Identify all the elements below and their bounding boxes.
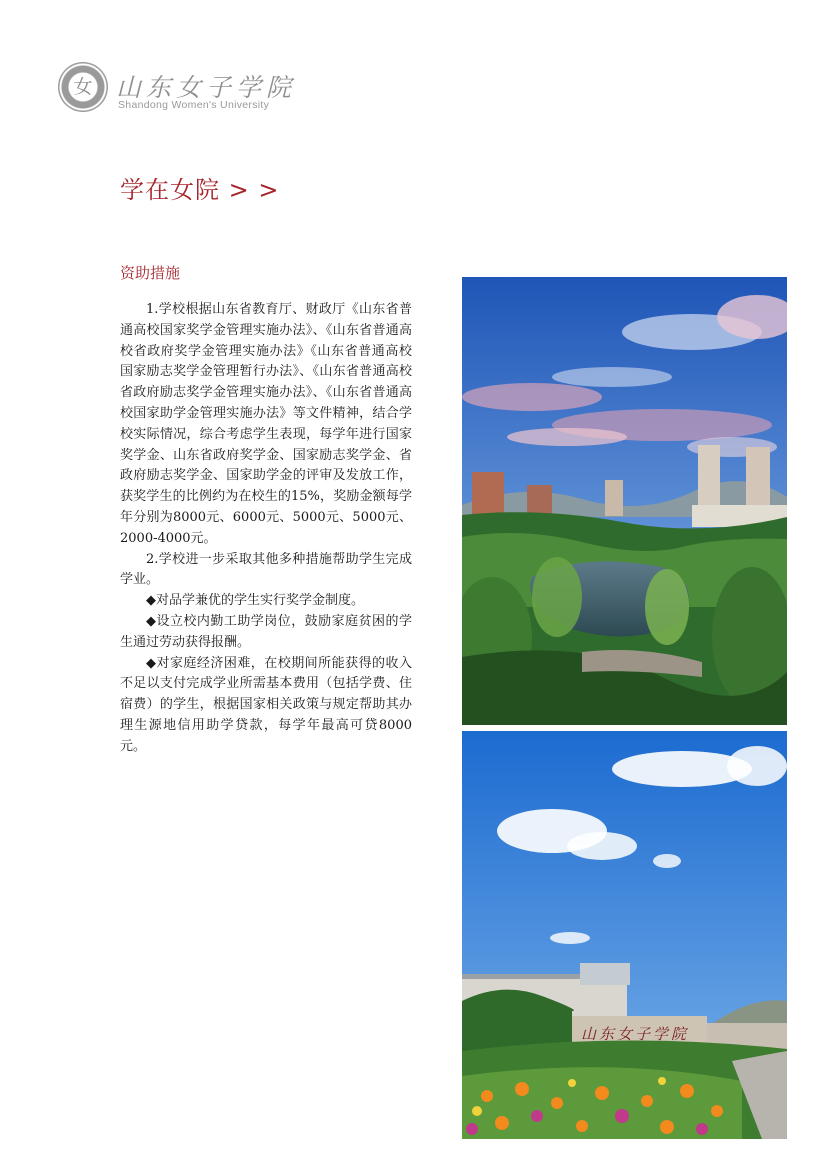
paragraph: 2.学校进一步采取其他多种措施帮助学生完成学业。: [120, 551, 412, 588]
paragraph: ◆对家庭经济困难，在校期间所能获得的收入不足以支付完成学业所需基本费用（包括学费、住宿费）的学生，根据国家相关政策与规定帮助其办理生源地信用助学贷款，每学年最高可贷8000元。: [120, 655, 412, 754]
university-logo: [58, 62, 298, 118]
section-subtitle: 资助措施: [120, 264, 181, 282]
logo-name-cn: 山东女子学院: [116, 73, 297, 102]
campus-lake-photo: [462, 277, 787, 725]
paragraph: ◆设立校内勤工助学岗位，鼓励家庭贫困的学生通过劳动获得报酬。: [120, 613, 412, 650]
seal-glyph: 女: [73, 76, 93, 98]
campus-gate-photo: [462, 731, 787, 1139]
logo-name-en: Shandong Women's University: [118, 99, 270, 111]
gate-sign-text: 山东女子学院: [580, 1025, 689, 1043]
body-text: [120, 300, 412, 758]
page-title: 学在女院 > >: [120, 176, 280, 204]
university-seal-icon: [58, 62, 108, 112]
paragraph: 1.学校根据山东省教育厅、财政厅《山东省普通高校国家奖学金管理实施办法》、《山东省普通高校省政府奖学金管理实施办法》《山东省普通高校国家励志奖学金管理暂行办法》、《山东省普通高校省政府励志奖学金管理实施办法》、《山东省普通高校国家助学金管理实施办法》等文件精神，结合学校实际情况，综合考虑学生表现，每学年进行国家奖学金、山东省政府奖学金、国家励志奖学金、省政府励志奖学金、国家助学金的评审及发放工作，获奖学生的比例约为在校生的15%，奖励金额每学年分别为8000元、6000元、5000元、5000元、2000-4000元。: [120, 302, 412, 546]
paragraph: ◆对品学兼优的学生实行奖学金制度。: [146, 593, 364, 609]
